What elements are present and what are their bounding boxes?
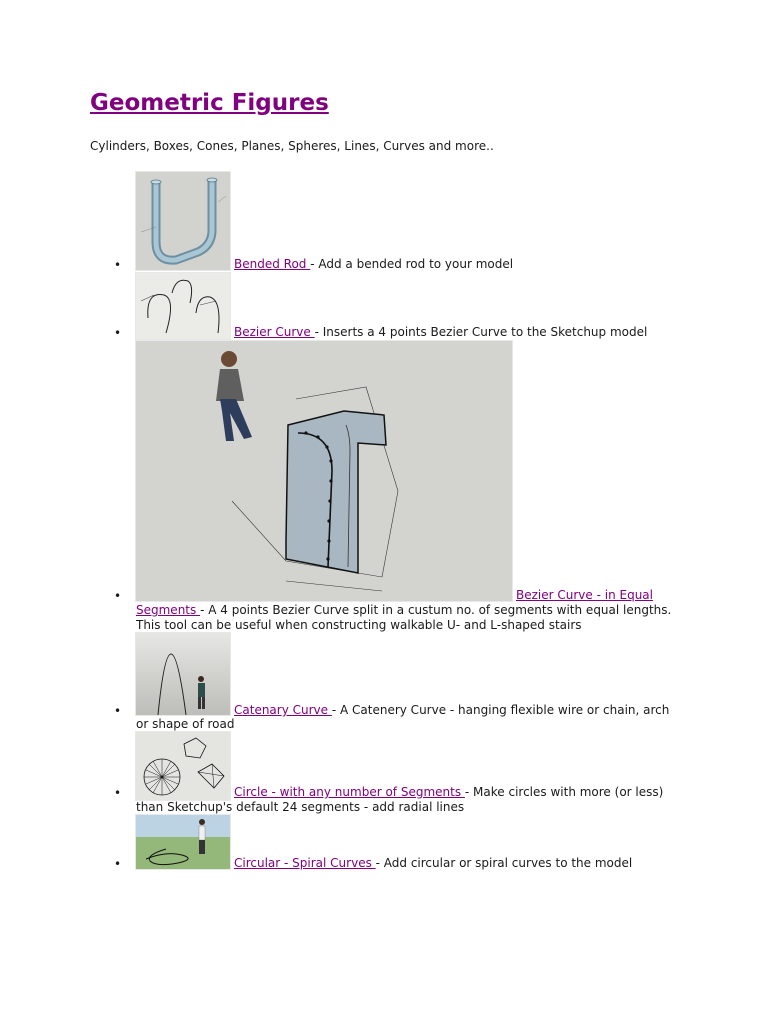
bended-rod-description: - Add a bended rod to your model <box>310 257 514 271</box>
list-item-bezier-equal-segments <box>136 603 696 633</box>
catenary-curve-link[interactable]: Catenary Curve <box>234 703 332 717</box>
list-item-bended-rod <box>234 257 513 272</box>
spiral-curves-link[interactable]: Circular - Spiral Curves <box>234 856 376 870</box>
bezier-equal-segments-link-line1[interactable]: Bezier Curve - in Equal <box>516 588 653 602</box>
list-item-catenary-curve <box>234 703 684 718</box>
list-bullet: • <box>114 589 122 603</box>
list-bullet: • <box>114 326 122 340</box>
list-bullet: • <box>114 258 122 272</box>
catenary-curve-description-line2-wrap <box>136 717 234 732</box>
intro-text: Cylinders, Boxes, Cones, Planes, Spheres, Lines, Curves and more.. <box>90 139 494 153</box>
bezier-equal-segments-image <box>135 340 513 602</box>
spiral-curves-image <box>135 814 231 870</box>
list-item-circle-segments <box>234 785 684 800</box>
list-item-spiral-curves <box>234 856 632 871</box>
bezier-equal-segments-description: - A 4 points Bezier Curve split in a custum no. of segments with equal lengths. <box>200 603 672 617</box>
catenary-curve-description: - A Catenery Curve - hanging flexible wire or chain, arch <box>331 703 670 717</box>
bended-rod-image <box>135 171 231 271</box>
circle-segments-description: - Make circles with more (or less) <box>464 785 664 799</box>
list-bullet: • <box>114 704 122 718</box>
list-bullet: • <box>114 857 122 871</box>
circle-segments-description-line2: than Sketchup's default 24 segments - add radial lines <box>136 800 465 814</box>
list-item-bezier-curve <box>234 325 647 340</box>
bended-rod-link[interactable]: Bended Rod <box>234 257 311 271</box>
catenary-curve-image <box>135 632 231 716</box>
page-title: Geometric Figures <box>90 90 329 116</box>
circle-segments-description-line2-wrap <box>136 800 464 815</box>
bezier-curve-link[interactable]: Bezier Curve <box>234 325 315 339</box>
circle-segments-image <box>135 731 231 801</box>
bezier-equal-link-line1-wrap <box>516 588 653 603</box>
bezier-equal-segments-description-line3: This tool can be useful when constructing walkable U- and L-shaped stairs <box>136 618 582 632</box>
list-bullet: • <box>114 786 122 800</box>
bezier-curve-image <box>135 272 231 340</box>
bezier-equal-segments-link-line2[interactable]: Segments <box>136 603 201 617</box>
bezier-curve-description: - Inserts a 4 points Bezier Curve to the Sketchup model <box>314 325 648 339</box>
catenary-curve-description-line2: or shape of road <box>136 717 235 731</box>
circle-segments-link[interactable]: Circle - with any number of Segments <box>234 785 465 799</box>
spiral-curves-description: - Add circular or spiral curves to the model <box>375 856 633 870</box>
